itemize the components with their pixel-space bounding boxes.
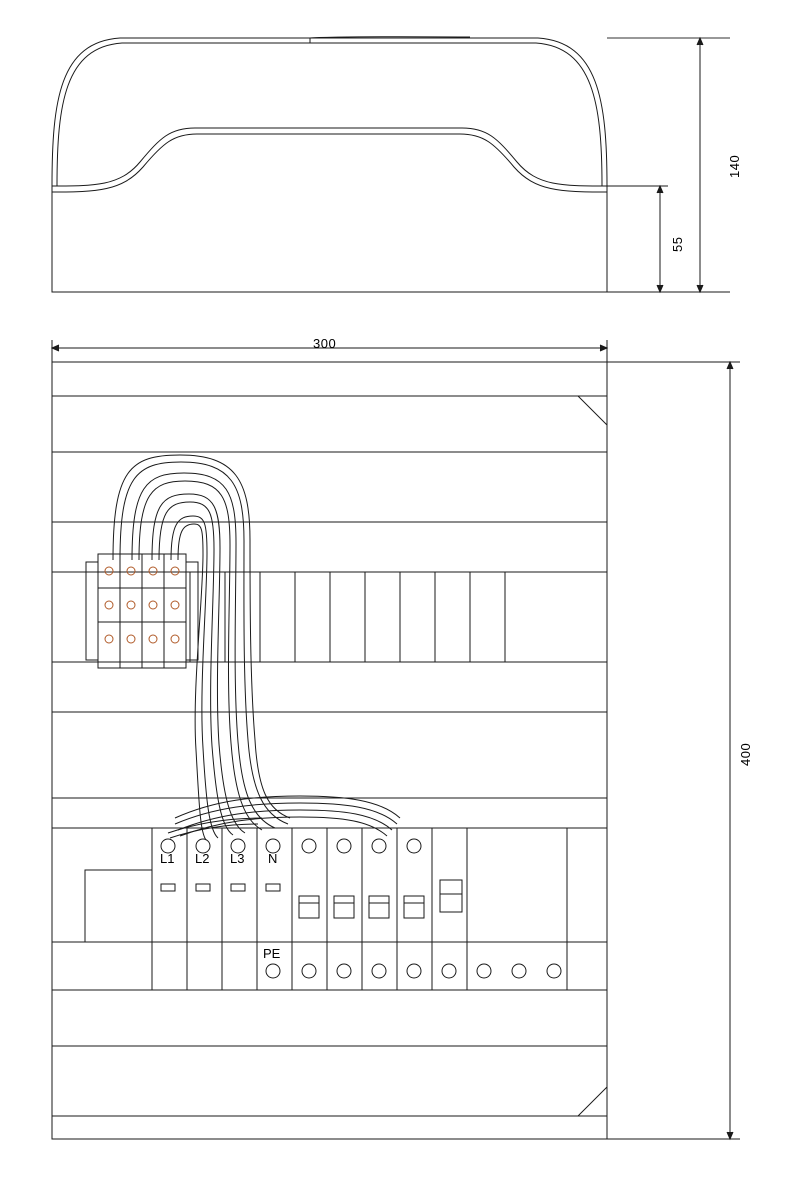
terminal-label-n: N (268, 851, 278, 866)
terminal-block (86, 554, 198, 668)
terminal-label-l1: L1 (160, 851, 175, 866)
terminal-label-l3: L3 (230, 851, 245, 866)
dimension-label-400: 400 (738, 742, 753, 766)
wire-bundle (113, 455, 400, 840)
dimension-label-55: 55 (670, 236, 685, 252)
rcd-toggle-lever (440, 880, 462, 912)
din-rail-module-slots (190, 572, 505, 662)
dimension-400 (607, 362, 740, 1139)
dimension-label-140: 140 (727, 154, 742, 178)
device-row (85, 828, 567, 990)
rcd-terminals (442, 964, 561, 978)
terminal-label-l2: L2 (195, 851, 210, 866)
side-elevation-view (52, 37, 730, 292)
dimension-label-300: 300 (313, 336, 337, 351)
terminal-label-pe: PE (263, 946, 281, 961)
front-internal-view (52, 340, 740, 1139)
spd-indicator-windows (161, 884, 280, 891)
